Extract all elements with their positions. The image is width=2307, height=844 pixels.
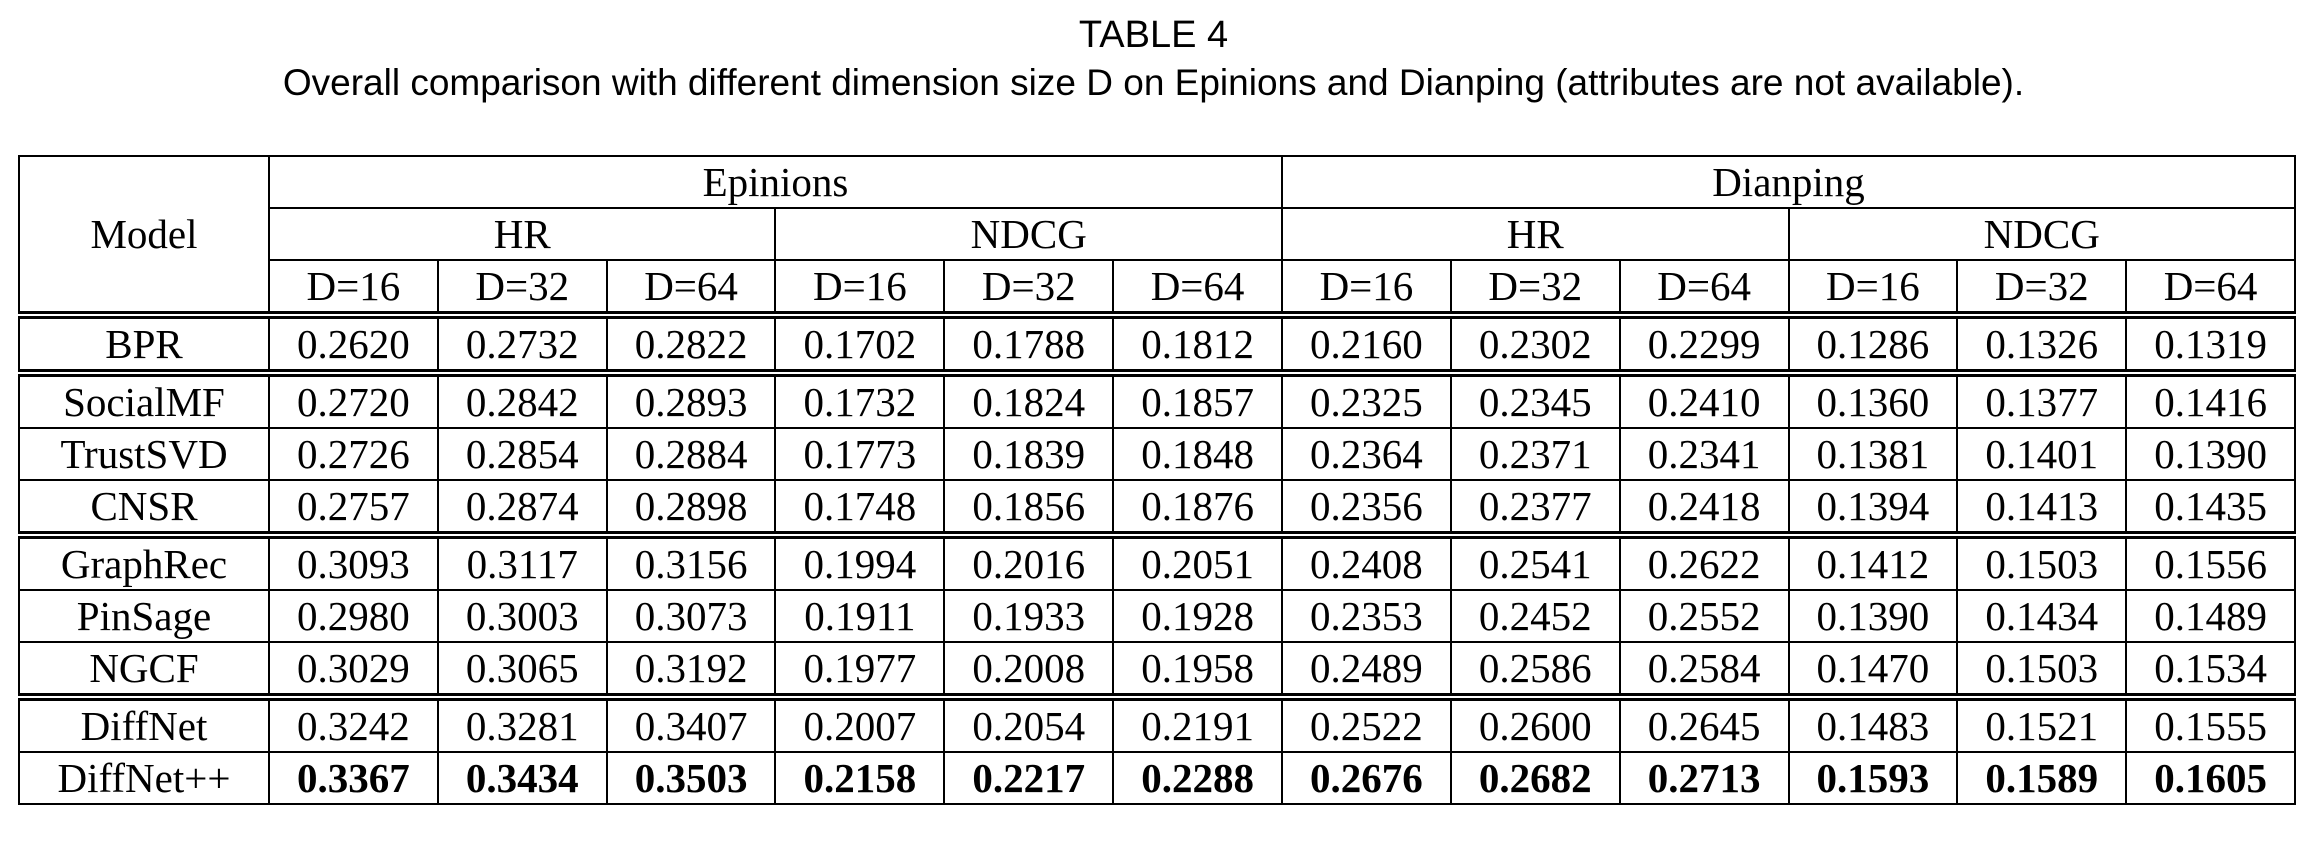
metric-header-dianping-hr: HR (1282, 208, 1788, 260)
value-cell: 0.2054 (944, 697, 1113, 752)
value-cell: 0.3156 (607, 535, 776, 590)
value-cell: 0.1839 (944, 428, 1113, 480)
model-name-cell: TrustSVD (19, 428, 269, 480)
table-row (19, 697, 2295, 752)
metric-header-epinions-ndcg: NDCG (775, 208, 1282, 260)
header-row-datasets (19, 156, 2295, 208)
header-row-dimensions (19, 260, 2295, 315)
value-cell: 0.1824 (944, 373, 1113, 428)
value-cell: 0.1521 (1957, 697, 2126, 752)
value-cell: 0.1401 (1957, 428, 2126, 480)
value-cell: 0.1702 (775, 315, 944, 373)
value-cell: 0.1390 (1789, 590, 1958, 642)
value-cell: 0.3281 (438, 697, 607, 752)
model-name-cell: DiffNet++ (19, 752, 269, 804)
value-cell: 0.1856 (944, 480, 1113, 535)
value-cell: 0.2410 (1620, 373, 1789, 428)
dimension-header: D=64 (1113, 260, 1282, 315)
value-cell: 0.2757 (269, 480, 438, 535)
table-row (19, 642, 2295, 697)
value-cell: 0.2884 (607, 428, 776, 480)
value-cell: 0.1416 (2126, 373, 2295, 428)
value-cell: 0.1470 (1789, 642, 1958, 697)
value-cell: 0.3434 (438, 752, 607, 804)
table-header (19, 156, 2295, 315)
value-cell: 0.1732 (775, 373, 944, 428)
value-cell: 0.1394 (1789, 480, 1958, 535)
value-cell: 0.2645 (1620, 697, 1789, 752)
value-cell: 0.2842 (438, 373, 607, 428)
value-cell: 0.1412 (1789, 535, 1958, 590)
value-cell: 0.2584 (1620, 642, 1789, 697)
value-cell: 0.2552 (1620, 590, 1789, 642)
value-cell: 0.1413 (1957, 480, 2126, 535)
table-label: TABLE 4 (1078, 14, 1229, 56)
value-cell: 0.1928 (1113, 590, 1282, 642)
value-cell: 0.1933 (944, 590, 1113, 642)
results-table (18, 155, 2296, 805)
value-cell: 0.2371 (1451, 428, 1620, 480)
value-cell: 0.3065 (438, 642, 607, 697)
value-cell: 0.1589 (1957, 752, 2126, 804)
value-cell: 0.1503 (1957, 642, 2126, 697)
value-cell: 0.2489 (1282, 642, 1451, 697)
value-cell: 0.3093 (269, 535, 438, 590)
value-cell: 0.2408 (1282, 535, 1451, 590)
value-cell: 0.1381 (1789, 428, 1958, 480)
value-cell: 0.2893 (607, 373, 776, 428)
value-cell: 0.1848 (1113, 428, 1282, 480)
model-name-cell: NGCF (19, 642, 269, 697)
value-cell: 0.1556 (2126, 535, 2295, 590)
value-cell: 0.1812 (1113, 315, 1282, 373)
model-name-cell: BPR (19, 315, 269, 373)
model-name-cell: PinSage (19, 590, 269, 642)
value-cell: 0.1994 (775, 535, 944, 590)
value-cell: 0.2682 (1451, 752, 1620, 804)
value-cell: 0.2007 (775, 697, 944, 752)
value-cell: 0.1748 (775, 480, 944, 535)
value-cell: 0.1788 (944, 315, 1113, 373)
table-body (19, 315, 2295, 804)
dimension-header: D=32 (1451, 260, 1620, 315)
metric-header-epinions-hr: HR (269, 208, 775, 260)
table-row (19, 315, 2295, 373)
value-cell: 0.2302 (1451, 315, 1620, 373)
dimension-header: D=16 (775, 260, 944, 315)
model-name-cell: SocialMF (19, 373, 269, 428)
table-caption: Overall comparison with different dimension size D on Epinions and Dianping (attributes are not available). (282, 62, 2025, 103)
value-cell: 0.1503 (1957, 535, 2126, 590)
value-cell: 0.2158 (775, 752, 944, 804)
value-cell: 0.2898 (607, 480, 776, 535)
value-cell: 0.1555 (2126, 697, 2295, 752)
model-column-header: Model (19, 156, 269, 315)
value-cell: 0.3503 (607, 752, 776, 804)
dimension-header: D=16 (269, 260, 438, 315)
value-cell: 0.2051 (1113, 535, 1282, 590)
value-cell: 0.2345 (1451, 373, 1620, 428)
dataset-header-epinions: Epinions (269, 156, 1282, 208)
value-cell: 0.2008 (944, 642, 1113, 697)
value-cell: 0.2356 (1282, 480, 1451, 535)
value-cell: 0.1489 (2126, 590, 2295, 642)
value-cell: 0.1958 (1113, 642, 1282, 697)
value-cell: 0.3073 (607, 590, 776, 642)
table-row (19, 480, 2295, 535)
model-name-cell: CNSR (19, 480, 269, 535)
value-cell: 0.3192 (607, 642, 776, 697)
value-cell: 0.2418 (1620, 480, 1789, 535)
value-cell: 0.2713 (1620, 752, 1789, 804)
value-cell: 0.2288 (1113, 752, 1282, 804)
value-cell: 0.2364 (1282, 428, 1451, 480)
value-cell: 0.1326 (1957, 315, 2126, 373)
value-cell: 0.1435 (2126, 480, 2295, 535)
value-cell: 0.1911 (775, 590, 944, 642)
metric-header-dianping-ndcg: NDCG (1789, 208, 2295, 260)
value-cell: 0.2622 (1620, 535, 1789, 590)
value-cell: 0.1319 (2126, 315, 2295, 373)
value-cell: 0.2217 (944, 752, 1113, 804)
dimension-header: D=32 (438, 260, 607, 315)
value-cell: 0.2726 (269, 428, 438, 480)
value-cell: 0.1876 (1113, 480, 1282, 535)
dimension-header: D=64 (2126, 260, 2295, 315)
table-row (19, 428, 2295, 480)
dimension-header: D=64 (1620, 260, 1789, 315)
value-cell: 0.2191 (1113, 697, 1282, 752)
value-cell: 0.2980 (269, 590, 438, 642)
value-cell: 0.2377 (1451, 480, 1620, 535)
value-cell: 0.2732 (438, 315, 607, 373)
value-cell: 0.2620 (269, 315, 438, 373)
value-cell: 0.2522 (1282, 697, 1451, 752)
value-cell: 0.2586 (1451, 642, 1620, 697)
value-cell: 0.3117 (438, 535, 607, 590)
value-cell: 0.3029 (269, 642, 438, 697)
value-cell: 0.1286 (1789, 315, 1958, 373)
value-cell: 0.1593 (1789, 752, 1958, 804)
value-cell: 0.2676 (1282, 752, 1451, 804)
value-cell: 0.2452 (1451, 590, 1620, 642)
value-cell: 0.2341 (1620, 428, 1789, 480)
table-row (19, 535, 2295, 590)
value-cell: 0.2325 (1282, 373, 1451, 428)
value-cell: 0.1605 (2126, 752, 2295, 804)
value-cell: 0.1483 (1789, 697, 1958, 752)
value-cell: 0.2874 (438, 480, 607, 535)
value-cell: 0.1434 (1957, 590, 2126, 642)
value-cell: 0.3367 (269, 752, 438, 804)
dimension-header: D=32 (944, 260, 1113, 315)
value-cell: 0.2299 (1620, 315, 1789, 373)
value-cell: 0.1390 (2126, 428, 2295, 480)
dimension-header: D=32 (1957, 260, 2126, 315)
value-cell: 0.3242 (269, 697, 438, 752)
value-cell: 0.3003 (438, 590, 607, 642)
model-name-cell: DiffNet (19, 697, 269, 752)
value-cell: 0.1857 (1113, 373, 1282, 428)
table-row (19, 373, 2295, 428)
table-row (19, 590, 2295, 642)
value-cell: 0.3407 (607, 697, 776, 752)
dataset-header-dianping: Dianping (1282, 156, 2295, 208)
value-cell: 0.2854 (438, 428, 607, 480)
value-cell: 0.2720 (269, 373, 438, 428)
header-row-metrics (19, 208, 2295, 260)
value-cell: 0.1977 (775, 642, 944, 697)
value-cell: 0.1377 (1957, 373, 2126, 428)
value-cell: 0.2160 (1282, 315, 1451, 373)
value-cell: 0.2600 (1451, 697, 1620, 752)
table-row (19, 752, 2295, 804)
value-cell: 0.2353 (1282, 590, 1451, 642)
value-cell: 0.1534 (2126, 642, 2295, 697)
dimension-header: D=16 (1282, 260, 1451, 315)
dimension-header: D=16 (1789, 260, 1958, 315)
value-cell: 0.2016 (944, 535, 1113, 590)
dimension-header: D=64 (607, 260, 776, 315)
value-cell: 0.1773 (775, 428, 944, 480)
value-cell: 0.1360 (1789, 373, 1958, 428)
model-name-cell: GraphRec (19, 535, 269, 590)
value-cell: 0.2541 (1451, 535, 1620, 590)
value-cell: 0.2822 (607, 315, 776, 373)
